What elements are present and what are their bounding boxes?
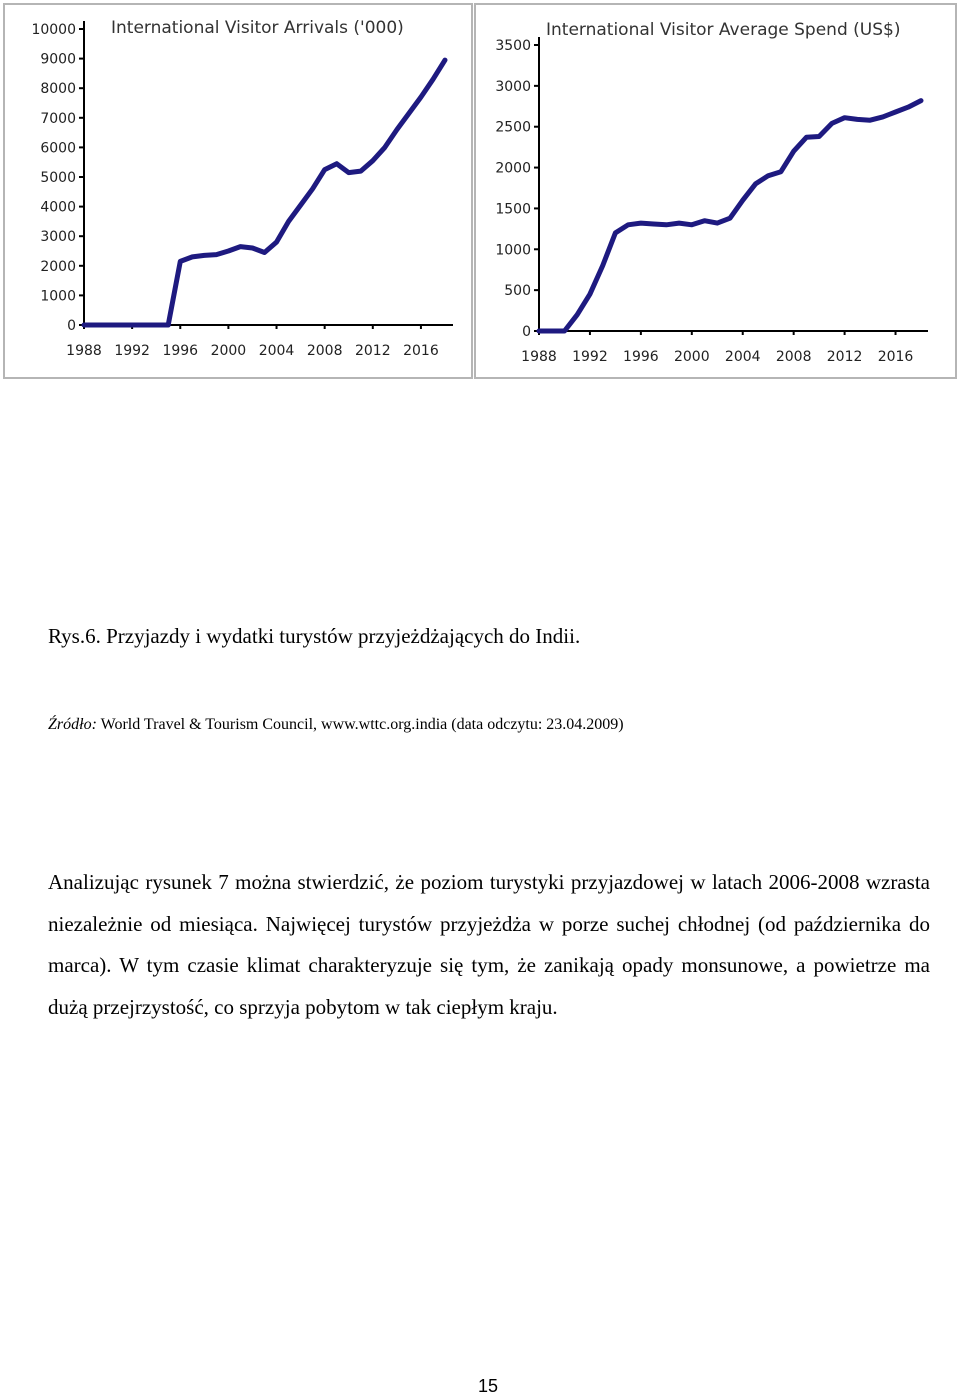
y-tick-label: 3000 (495, 78, 531, 95)
y-tick-label: 4000 (40, 199, 76, 216)
y-tick-label: 500 (504, 283, 531, 300)
y-tick-label: 6000 (40, 140, 76, 157)
x-tick-label: 1996 (623, 349, 659, 365)
y-tick-label: 8000 (40, 81, 76, 98)
x-tick-label: 1988 (521, 349, 557, 365)
y-tick-label: 3500 (495, 38, 531, 54)
y-tick-label: 0 (67, 318, 76, 334)
y-tick-label: 3000 (40, 229, 76, 246)
body-paragraph: Analizując rysunek 7 można stwierdzić, że poziom turystyki przyjazdowej w latach 2006-2008 wzrasta niezależnie od miesiąca. Najwięcej turystów przyjeżdża w porze suchej chłodnej (od października do marca). W tym czasie klimat charakteryzuje się tym, że zanikają opady monsunowe, a powietrze ma dużą przejrzystość, co sprzyja pobytom w tak ciepłym kraju. (48, 870, 930, 1019)
y-tick-label: 2000 (495, 160, 531, 177)
arrivals-chart-panel (3, 3, 473, 379)
y-tick-label: 1000 (40, 288, 76, 305)
x-tick-label: 2012 (826, 349, 863, 365)
x-tick-label: 2016 (403, 343, 439, 359)
spend-chart (476, 5, 955, 377)
x-tick-label: 2016 (877, 349, 914, 365)
x-tick-label: 1996 (162, 343, 199, 359)
y-tick-label: 0 (522, 324, 531, 340)
series-line (84, 60, 445, 325)
y-tick-label: 5000 (40, 170, 76, 186)
figure-source (48, 716, 624, 734)
x-tick-label: 2008 (306, 343, 343, 359)
x-tick-label: 2004 (724, 349, 761, 365)
source-text: World Travel & Tourism Council, www.wttc.org.india (data odczytu: 23.04.2009) (96, 716, 624, 733)
x-tick-label: 1992 (572, 349, 608, 365)
figure-caption: Rys.6. Przyjazdy i wydatki turystów przyjeżdżających do Indii. (48, 624, 581, 648)
y-tick-label: 9000 (40, 51, 76, 68)
page-number: 15 (477, 1376, 499, 1396)
y-tick-label: 1500 (495, 201, 531, 218)
source-label: Źródło: (48, 716, 97, 733)
y-tick-label: 2000 (40, 258, 76, 275)
y-tick-label: 1000 (495, 242, 531, 259)
spend-chart-panel (474, 3, 957, 379)
series-line (539, 101, 921, 331)
chart-title: International Visitor Arrivals ('000) (111, 18, 404, 38)
x-tick-label: 1988 (66, 343, 102, 359)
x-tick-label: 1992 (114, 343, 150, 359)
x-tick-label: 2000 (673, 349, 710, 365)
x-tick-label: 2008 (775, 349, 812, 365)
arrivals-chart (5, 5, 471, 377)
x-tick-label: 2000 (210, 343, 247, 359)
y-tick-label: 7000 (40, 110, 76, 127)
x-tick-label: 2004 (258, 343, 295, 359)
y-tick-label: 10000 (31, 22, 76, 38)
x-tick-label: 2012 (354, 343, 391, 359)
y-tick-label: 2500 (495, 119, 531, 136)
chart-title: International Visitor Average Spend (US$) (546, 20, 901, 40)
